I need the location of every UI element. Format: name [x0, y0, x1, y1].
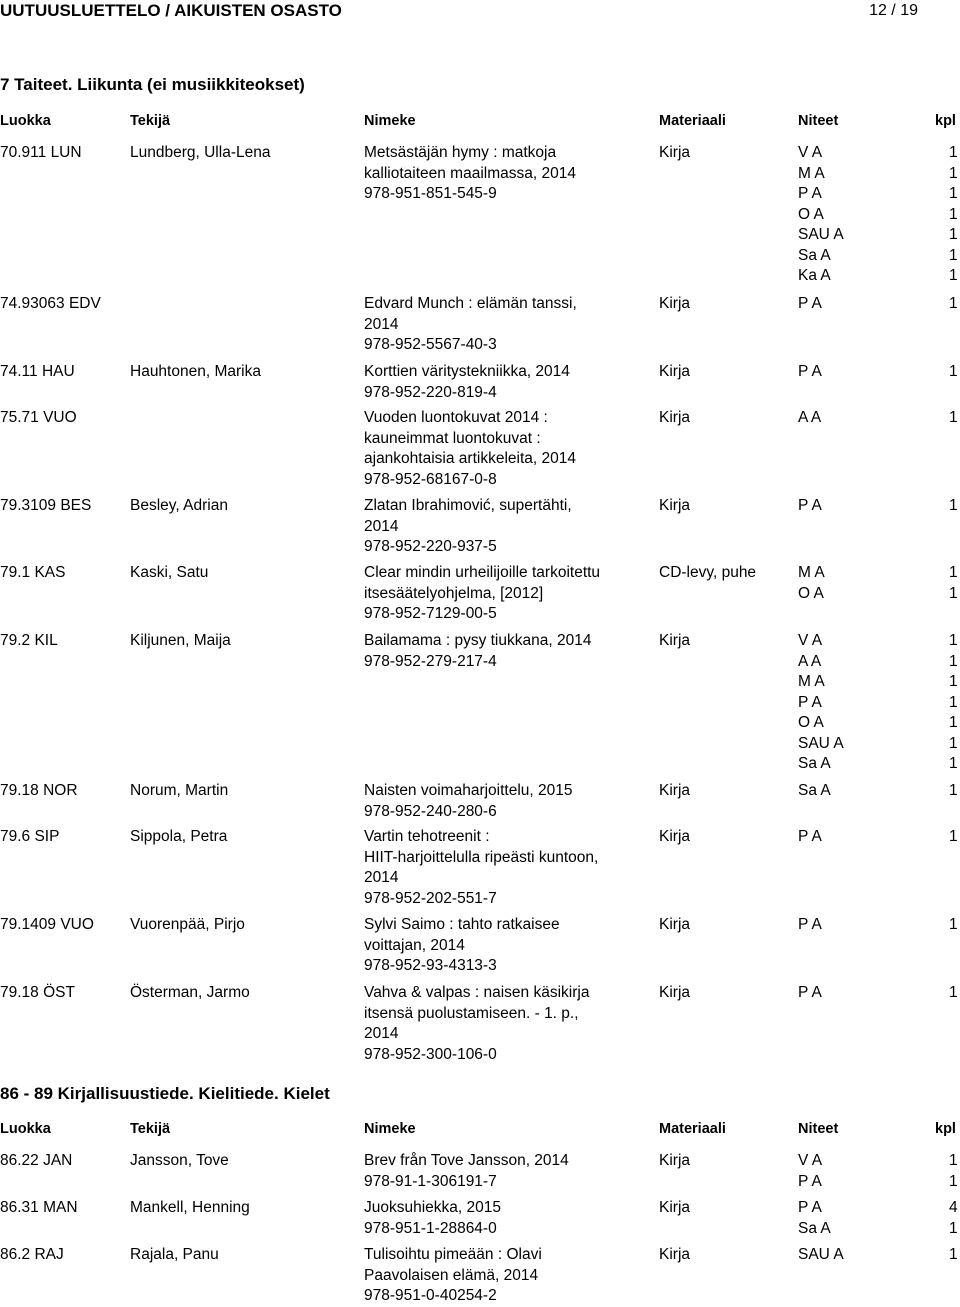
- table-row: [0, 1151, 960, 1192]
- isbn: 978-952-220-819-4: [364, 383, 497, 401]
- classification-code: 79.1 KAS: [0, 564, 66, 581]
- isbn: 978-951-1-28864-0: [364, 1219, 497, 1237]
- title-line: Sylvi Saimo : tahto ratkaisee: [364, 916, 560, 933]
- table-row: [0, 827, 960, 909]
- holding-count: 1: [949, 828, 958, 845]
- title-block: [364, 1245, 542, 1307]
- title-line: 2014: [364, 315, 399, 333]
- holding-entry: [798, 563, 958, 584]
- holdings-list: [798, 1151, 958, 1192]
- table-row: [0, 983, 960, 1065]
- classification-code: 79.2 KIL: [0, 632, 58, 649]
- title-block: [364, 827, 598, 909]
- column-header-kpl: kpl: [935, 1121, 956, 1137]
- holding-location: M A: [798, 164, 825, 182]
- table-row: [0, 496, 960, 558]
- isbn: 978-952-5567-40-3: [364, 336, 497, 353]
- holding-entry: [798, 1198, 958, 1219]
- title-block: [364, 563, 600, 625]
- title-block: [364, 781, 573, 822]
- title-line: Vuoden luontokuvat 2014 :: [364, 409, 548, 426]
- holding-location: P A: [798, 295, 822, 312]
- title-line: Vahva & valpas : naisen käsikirja: [364, 984, 590, 1001]
- title-block: [364, 496, 572, 558]
- table-row: [0, 1198, 960, 1239]
- holding-location: P A: [798, 363, 822, 380]
- author-name: Mankell, Henning: [130, 1199, 250, 1216]
- classification-code: 79.18 NOR: [0, 782, 78, 799]
- holding-location: O A: [798, 714, 824, 731]
- holding-location: Sa A: [798, 246, 831, 264]
- holding-count: 1: [949, 984, 958, 1001]
- material-type: Kirja: [659, 828, 691, 845]
- holding-entry: [798, 781, 958, 802]
- holding-entry: [798, 408, 958, 429]
- holding-count: 1: [949, 755, 958, 772]
- title-block: [364, 983, 589, 1065]
- holding-entry: [798, 652, 958, 673]
- holding-entry: [798, 246, 958, 267]
- holding-entry: [798, 225, 958, 246]
- holding-count: 1: [949, 1152, 958, 1169]
- holding-count: 1: [949, 1246, 958, 1263]
- holding-location: M A: [798, 673, 825, 690]
- author-name: Österman, Jarmo: [130, 984, 250, 1001]
- holding-count: 1: [949, 226, 958, 243]
- material-type: Kirja: [659, 632, 691, 649]
- title-line: itsesäätelyohjelma, [2012]: [364, 584, 544, 602]
- column-header-niteet: Niteet: [798, 113, 839, 129]
- material-type: Kirja: [659, 409, 691, 426]
- title-line: itsensä puolustamiseen. - 1. p.,: [364, 1004, 579, 1022]
- holding-location: A A: [798, 409, 822, 426]
- holdings-list: [798, 143, 958, 287]
- holding-location: SAU A: [798, 1246, 844, 1263]
- material-type: Kirja: [659, 1246, 691, 1263]
- isbn: 978-952-240-280-6: [364, 802, 497, 820]
- title-block: [364, 1151, 569, 1192]
- section-heading: 7 Taiteet. Liikunta (ei musiikkiteokset): [0, 75, 305, 94]
- column-header-row: [0, 1118, 960, 1140]
- author-name: Rajala, Panu: [130, 1246, 219, 1263]
- holding-entry: [798, 693, 958, 714]
- title-line: Brev från Tove Jansson, 2014: [364, 1152, 569, 1169]
- author-name: Kiljunen, Maija: [130, 632, 231, 649]
- holding-count: 1: [949, 916, 958, 933]
- title-line: Zlatan Ibrahimović, supertähti,: [364, 497, 572, 514]
- author-name: Lundberg, Ulla-Lena: [130, 144, 271, 161]
- material-type: Kirja: [659, 782, 691, 799]
- title-block: [364, 408, 576, 490]
- holding-entry: [798, 734, 958, 755]
- holding-location: Sa A: [798, 1219, 831, 1237]
- holding-location: SAU A: [798, 226, 844, 243]
- holding-count: 1: [949, 144, 958, 161]
- material-type: Kirja: [659, 916, 691, 933]
- holding-entry: [798, 1151, 958, 1172]
- column-header-luokka: Luokka: [0, 113, 51, 129]
- page-number: 12 / 19: [869, 2, 918, 19]
- holding-count: 4: [949, 1199, 958, 1216]
- table-row: [0, 362, 960, 403]
- title-line: HIIT-harjoittelulla ripeästi kuntoon,: [364, 848, 599, 866]
- author-name: Besley, Adrian: [130, 497, 228, 514]
- holding-entry: [798, 143, 958, 164]
- isbn: 978-952-7129-00-5: [364, 605, 497, 622]
- holding-location: O A: [798, 584, 824, 602]
- title-line: Juoksuhiekka, 2015: [364, 1199, 502, 1216]
- holdings-list: [798, 631, 958, 775]
- holding-count: 1: [949, 497, 958, 514]
- holding-location: P A: [798, 185, 822, 202]
- holding-count: 1: [949, 246, 958, 264]
- classification-code: 86.2 RAJ: [0, 1246, 64, 1263]
- table-row: [0, 563, 960, 625]
- author-name: Vuorenpää, Pirjo: [130, 916, 245, 933]
- holdings-list: [798, 408, 958, 429]
- title-line: 2014: [364, 1025, 399, 1042]
- holding-entry: [798, 983, 958, 1004]
- classification-code: 74.93063 EDV: [0, 295, 101, 312]
- holding-entry: [798, 672, 958, 693]
- isbn: 978-91-1-306191-7: [364, 1172, 497, 1190]
- holding-location: P A: [798, 693, 822, 711]
- holding-entry: [798, 294, 958, 315]
- holding-entry: [798, 1219, 958, 1240]
- holding-location: Sa A: [798, 755, 831, 772]
- holding-location: M A: [798, 564, 825, 581]
- holding-count: 1: [949, 652, 958, 670]
- column-header-nimeke: Nimeke: [364, 1121, 416, 1137]
- holding-location: P A: [798, 984, 822, 1001]
- table-row: [0, 143, 960, 287]
- isbn: 978-952-202-551-7: [364, 889, 497, 907]
- classification-code: 79.3109 BES: [0, 497, 92, 514]
- author-name: Jansson, Tove: [130, 1152, 229, 1169]
- material-type: Kirja: [659, 984, 691, 1001]
- table-row: [0, 1245, 960, 1307]
- classification-code: 86.22 JAN: [0, 1152, 73, 1169]
- holding-count: 1: [949, 714, 958, 731]
- isbn: 978-951-851-545-9: [364, 185, 497, 202]
- table-row: [0, 408, 960, 490]
- holding-count: 1: [949, 673, 958, 690]
- holdings-list: [798, 1245, 958, 1266]
- holding-count: 1: [949, 205, 958, 223]
- holding-count: 1: [949, 363, 958, 380]
- title-block: [364, 362, 570, 403]
- isbn: 978-952-68167-0-8: [364, 470, 497, 488]
- isbn: 978-952-220-937-5: [364, 538, 497, 555]
- catalog-title: UUTUUSLUETTELO / AIKUISTEN OSASTO: [0, 1, 342, 20]
- holding-location: O A: [798, 205, 824, 223]
- holding-location: V A: [798, 144, 823, 161]
- section-heading: 86 - 89 Kirjallisuustiede. Kielitiede. Kielet: [0, 1084, 330, 1103]
- column-header-materiaali: Materiaali: [659, 113, 726, 129]
- holdings-list: [798, 983, 958, 1004]
- table-row: [0, 294, 960, 356]
- holding-location: A A: [798, 652, 822, 670]
- holding-count: 1: [949, 1172, 958, 1190]
- isbn: 978-952-93-4313-3: [364, 957, 497, 974]
- isbn: 978-952-279-217-4: [364, 652, 497, 670]
- holding-location: P A: [798, 497, 822, 514]
- classification-code: 79.18 ÖST: [0, 984, 75, 1001]
- column-header-luokka: Luokka: [0, 1121, 51, 1137]
- holding-count: 1: [949, 584, 958, 602]
- holding-count: 1: [949, 693, 958, 711]
- classification-code: 79.1409 VUO: [0, 916, 94, 933]
- holding-count: 1: [949, 185, 958, 202]
- column-header-tekija: Tekijä: [130, 1121, 171, 1137]
- holding-location: P A: [798, 916, 822, 933]
- classification-code: 74.11 HAU: [0, 363, 75, 380]
- title-block: [364, 1198, 501, 1239]
- holding-count: 1: [949, 267, 958, 284]
- title-block: [364, 915, 560, 977]
- isbn: 978-952-300-106-0: [364, 1045, 497, 1063]
- title-line: Metsästäjän hymy : matkoja: [364, 144, 557, 161]
- title-line: kalliotaiteen maailmassa, 2014: [364, 164, 576, 182]
- holding-entry: [798, 713, 958, 734]
- title-line: ajankohtaisia artikkeleita, 2014: [364, 450, 576, 467]
- title-line: Clear mindin urheilijoille tarkoitettu: [364, 564, 601, 581]
- author-name: Kaski, Satu: [130, 564, 209, 581]
- holdings-list: [798, 563, 958, 604]
- holding-entry: [798, 184, 958, 205]
- column-header-tekija: Tekijä: [130, 113, 171, 129]
- title-block: [364, 631, 591, 672]
- holding-location: Ka A: [798, 267, 831, 284]
- holdings-list: [798, 496, 958, 517]
- holding-location: V A: [798, 632, 823, 649]
- title-line: 2014: [364, 517, 399, 535]
- column-header-niteet: Niteet: [798, 1121, 839, 1137]
- material-type: Kirja: [659, 144, 691, 161]
- title-line: voittajan, 2014: [364, 936, 465, 954]
- holding-location: V A: [798, 1152, 823, 1169]
- title-line: 2014: [364, 869, 399, 886]
- classification-code: 75.71 VUO: [0, 409, 77, 426]
- title-line: Bailamama : pysy tiukkana, 2014: [364, 632, 592, 649]
- holdings-list: [798, 827, 958, 848]
- holding-entry: [798, 1172, 958, 1193]
- holding-entry: [798, 266, 958, 287]
- holding-entry: [798, 362, 958, 383]
- holding-entry: [798, 631, 958, 652]
- holding-count: 1: [949, 409, 958, 426]
- isbn: 978-951-0-40254-2: [364, 1287, 497, 1304]
- table-row: [0, 915, 960, 977]
- column-header-nimeke: Nimeke: [364, 113, 416, 129]
- holdings-list: [798, 362, 958, 383]
- holding-entry: [798, 164, 958, 185]
- holding-entry: [798, 827, 958, 848]
- holding-entry: [798, 915, 958, 936]
- title-line: Vartin tehotreenit :: [364, 828, 490, 845]
- holdings-list: [798, 1198, 958, 1239]
- holdings-list: [798, 781, 958, 802]
- material-type: Kirja: [659, 497, 691, 514]
- title-block: [364, 294, 577, 356]
- holding-entry: [798, 754, 958, 775]
- holding-count: 1: [949, 734, 958, 752]
- classification-code: 79.6 SIP: [0, 828, 60, 845]
- material-type: Kirja: [659, 1199, 691, 1216]
- holding-count: 1: [949, 164, 958, 182]
- column-header-row: [0, 110, 960, 132]
- title-line: Edvard Munch : elämän tanssi,: [364, 295, 577, 312]
- column-header-kpl: kpl: [935, 113, 956, 129]
- author-name: Hauhtonen, Marika: [130, 363, 261, 380]
- holding-location: P A: [798, 1172, 822, 1190]
- table-row: [0, 631, 960, 775]
- classification-code: 86.31 MAN: [0, 1199, 78, 1216]
- holding-location: SAU A: [798, 734, 844, 752]
- table-row: [0, 781, 960, 822]
- title-line: Korttien väritystekniikka, 2014: [364, 363, 570, 380]
- holding-entry: [798, 496, 958, 517]
- holding-location: P A: [798, 1199, 822, 1216]
- title-line: Tulisoihtu pimeään : Olavi: [364, 1246, 542, 1263]
- holding-count: 1: [949, 1219, 958, 1237]
- material-type: Kirja: [659, 1152, 691, 1169]
- holding-entry: [798, 1245, 958, 1266]
- title-line: kauneimmat luontokuvat :: [364, 429, 541, 447]
- classification-code: 70.911 LUN: [0, 144, 82, 161]
- material-type: Kirja: [659, 295, 691, 312]
- author-name: Sippola, Petra: [130, 828, 228, 845]
- holding-count: 1: [949, 295, 958, 312]
- holding-entry: [798, 205, 958, 226]
- holding-count: 1: [949, 782, 958, 799]
- title-block: [364, 143, 576, 205]
- title-line: Naisten voimaharjoittelu, 2015: [364, 782, 573, 799]
- holding-location: Sa A: [798, 782, 831, 799]
- holding-location: P A: [798, 828, 822, 845]
- holdings-list: [798, 915, 958, 936]
- page-header: [0, 0, 960, 24]
- author-name: Norum, Martin: [130, 782, 229, 799]
- holding-entry: [798, 584, 958, 605]
- title-line: Paavolaisen elämä, 2014: [364, 1266, 539, 1284]
- holding-count: 1: [949, 632, 958, 649]
- column-header-materiaali: Materiaali: [659, 1121, 726, 1137]
- holdings-list: [798, 294, 958, 315]
- material-type: Kirja: [659, 363, 691, 380]
- material-type: CD-levy, puhe: [659, 564, 757, 581]
- holding-count: 1: [949, 564, 958, 581]
